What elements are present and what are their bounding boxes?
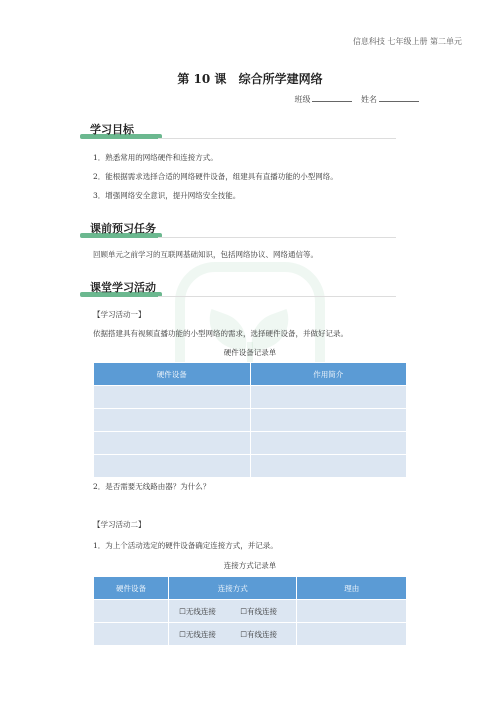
table-cell[interactable] (250, 409, 407, 432)
table-row (94, 455, 407, 478)
activity-2-label: 【学习活动二】 (93, 520, 146, 529)
section-preview-title: 课前预习任务 (90, 222, 156, 235)
table-header: 理由 (297, 577, 407, 600)
wired-checkbox[interactable]: ☐有线连接 (240, 629, 277, 639)
table-cell[interactable] (250, 432, 407, 455)
wireless-checkbox[interactable]: ☐无线连接 (179, 629, 216, 639)
wired-checkbox[interactable]: ☐有线连接 (240, 606, 277, 616)
table-row (94, 386, 407, 409)
table-cell[interactable] (250, 386, 407, 409)
table-cell[interactable] (297, 600, 407, 623)
table-cell[interactable] (94, 432, 251, 455)
lesson-name: 综合所学建网络 (238, 72, 323, 86)
table-row (94, 432, 407, 455)
table-header: 作用简介 (250, 363, 407, 386)
table-row (94, 623, 407, 646)
name-label: 姓名 (361, 95, 377, 104)
lesson-number: 第 10 课 (177, 72, 227, 86)
running-header: 信息科技 七年级上册 第二单元 (352, 37, 462, 46)
preview-text: 回顾单元之前学习的互联网基础知识，包括网络协议、网络通信等。 (93, 250, 318, 259)
question-2: 2．是否需要无线路由器？为什么？ (93, 482, 211, 491)
table-header: 连接方式 (169, 577, 297, 600)
wireless-checkbox[interactable]: ☐无线连接 (179, 606, 216, 616)
table-cell[interactable] (250, 455, 407, 478)
class-name-fields (294, 93, 425, 105)
table-header: 硬件设备 (94, 577, 169, 600)
table-cell[interactable] (94, 600, 169, 623)
activity-1-text: 依据搭建具有视频直播功能的小型网络的需求，选择硬件设备，并做好记录。 (93, 329, 348, 338)
table-cell (169, 600, 297, 623)
table-cell (169, 623, 297, 646)
section-goals-title: 学习目标 (90, 123, 134, 136)
section-goals-header (80, 122, 396, 137)
table-row (94, 409, 407, 432)
table-1-caption: 硬件设备记录单 (223, 348, 277, 357)
class-label: 班级 (294, 95, 311, 104)
hardware-record-table (93, 362, 407, 478)
table-cell[interactable] (94, 623, 169, 646)
name-blank[interactable] (379, 93, 419, 102)
section-activity-title: 课堂学习活动 (90, 281, 156, 294)
lesson-title (0, 70, 500, 87)
goal-item: 1．熟悉常用的网络硬件和连接方式。 (93, 153, 218, 162)
goal-item: 2．能根据需求选择合适的网络硬件设备，组建具有直播功能的小型网络。 (93, 172, 338, 181)
section-preview-header (80, 221, 396, 236)
table-cell[interactable] (94, 409, 251, 432)
table-cell[interactable] (94, 455, 251, 478)
class-blank[interactable] (312, 93, 352, 102)
table-cell[interactable] (94, 386, 251, 409)
section-activity-header (80, 280, 396, 295)
activity-1-label: 【学习活动一】 (93, 310, 146, 319)
activity-2-text: 1．为上个活动选定的硬件设备确定连接方式，并记录。 (93, 541, 278, 550)
table-cell[interactable] (297, 623, 407, 646)
table-header: 硬件设备 (94, 363, 251, 386)
table-row (94, 600, 407, 623)
table-2-caption: 连接方式记录单 (223, 561, 277, 570)
connection-record-table (93, 576, 407, 646)
goal-item: 3．增强网络安全意识，提升网络安全技能。 (93, 191, 241, 200)
